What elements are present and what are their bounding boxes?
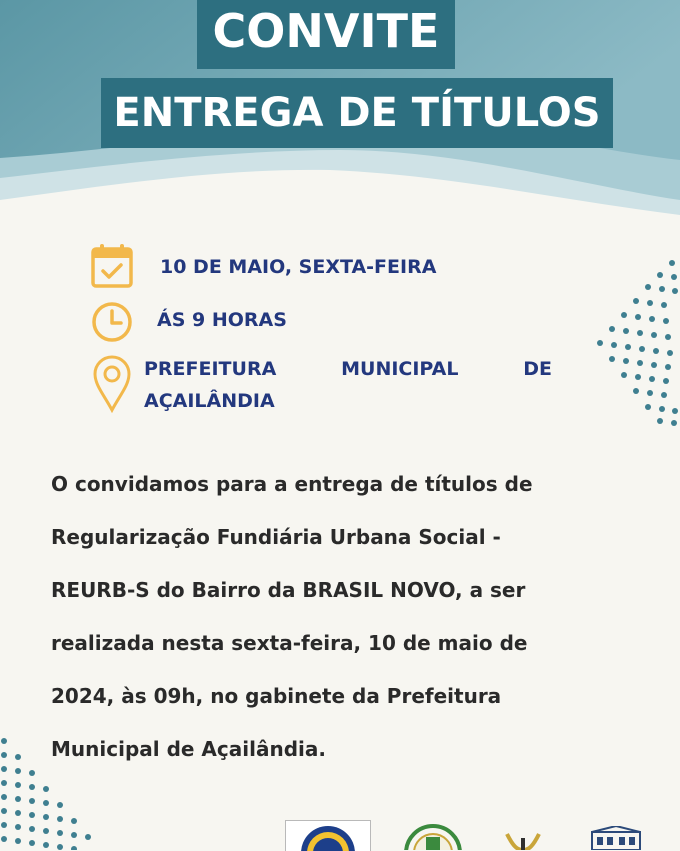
body-line: Municipal de Açailândia. <box>51 737 326 761</box>
invite-subtitle: ENTREGA DE TÍTULOS <box>101 78 613 148</box>
event-time: ÁS 9 HORAS <box>157 309 287 331</box>
body-line: O convidamos para a entrega de títulos de <box>51 472 533 496</box>
clock-icon <box>90 300 134 344</box>
body-line: Regularização Fundiária Urbana Social - <box>51 525 501 549</box>
invitation-body <box>51 458 631 776</box>
event-location-line1 <box>144 358 552 380</box>
location-word: DE <box>523 358 552 380</box>
invite-title: CONVITE <box>197 0 455 69</box>
location-pin-icon <box>92 355 132 413</box>
calendar-icon <box>90 243 134 289</box>
body-line: REURB-S do Bairro da BRASIL NOVO, a ser <box>51 578 526 602</box>
location-word: MUNICIPAL <box>341 358 459 380</box>
dot-pattern-right <box>580 255 680 435</box>
location-word: PREFEITURA <box>144 358 277 380</box>
dot-pattern-left <box>0 735 110 850</box>
logo-emblem-gold <box>505 832 541 850</box>
body-line: realizada nesta sexta-feira, 10 de maio de <box>51 631 528 655</box>
body-line: 2024, às 09h, no gabinete da Prefeitura <box>51 684 502 708</box>
logo-building <box>590 826 642 850</box>
logo-coat-of-arms <box>402 821 464 850</box>
event-location-line2: AÇAILÂNDIA <box>144 390 275 412</box>
logo-seal-blue <box>285 820 371 851</box>
event-date: 10 DE MAIO, SEXTA-FEIRA <box>160 256 437 278</box>
